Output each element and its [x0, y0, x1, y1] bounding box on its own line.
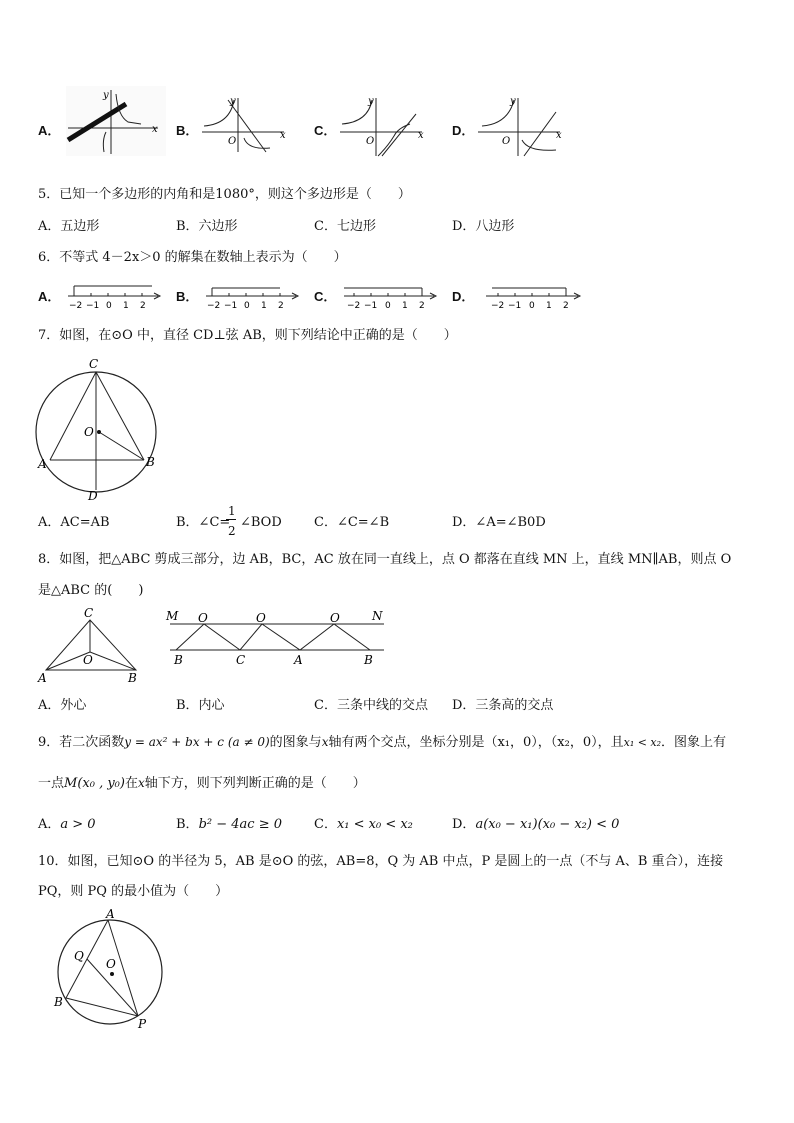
q4-b-y-label: y	[230, 96, 236, 107]
q10-circle-figure	[52, 908, 168, 1032]
q7-label-b: B	[146, 455, 155, 469]
q6-d-tick-0: −2	[491, 301, 505, 311]
q8-line-label-o2: O	[256, 611, 266, 625]
q8-option-c[interactable]: C．三条中线的交点	[314, 698, 428, 713]
q9-stem-line1	[38, 733, 726, 752]
q8-option-a[interactable]: A．外心	[38, 698, 87, 713]
q6-a-tick-1: −1	[86, 301, 100, 311]
q6-option-a-letter[interactable]: A．	[38, 289, 61, 304]
q6-a-tick-3: 1	[123, 301, 129, 311]
q9-stem-line2	[38, 774, 366, 793]
q5-stem: 5．已知一个多边形的内角和是1080°，则这个多边形是（ ）	[38, 187, 411, 202]
q9-stem2-mid: 在	[124, 776, 138, 791]
q9-point-m: M(x₀ , y₀)	[64, 776, 125, 791]
q6-a-tick-2: 0	[106, 301, 112, 311]
q4-option-d-letter[interactable]: D．	[452, 123, 475, 138]
q8-line-label-o3: O	[330, 611, 340, 625]
q10-label-b: B	[54, 995, 63, 1009]
q4-graph-b[interactable]	[200, 94, 290, 154]
q9-stem-prefix: 9．若二次函数	[38, 735, 125, 750]
q6-d-tick-3: 1	[546, 301, 552, 311]
q6-a-tick-4: 2	[140, 301, 146, 311]
q7-option-b-fraction-bar	[226, 519, 236, 520]
q9-quadratic-formula: y = ax² + bx + c (a ≠ 0)	[124, 735, 270, 749]
q9-option-a[interactable]	[38, 816, 96, 834]
q6-d-tick-2: 0	[529, 301, 535, 311]
q10-stem-line2: PQ，则 PQ 的最小值为（ ）	[38, 884, 229, 899]
q8-line-label-a: A	[294, 653, 303, 667]
q9-stem-end: ．图象上有	[661, 735, 727, 750]
q6-b-tick-2: 0	[244, 301, 250, 311]
q4-option-a-letter[interactable]: A．	[38, 123, 61, 138]
q6-b-tick-4: 2	[278, 301, 284, 311]
q9-stem2-post: 轴下方，则下列判断正确的是（ ）	[144, 776, 366, 791]
q9-option-d-letter: D．	[452, 817, 476, 832]
q6-numberline-c[interactable]	[342, 284, 438, 310]
q9-stem2-prefix: 一点	[38, 776, 65, 791]
q9-stem-condition: x₁ < x₂	[623, 736, 662, 749]
q8-line-label-n: N	[372, 609, 383, 623]
q6-a-tick-0: −2	[69, 301, 83, 311]
q5-option-b[interactable]: B．六边形	[176, 219, 238, 234]
q8-triangle-figure	[36, 606, 146, 686]
q6-d-tick-1: −1	[508, 301, 522, 311]
q7-option-d[interactable]: D．∠A=∠B0D	[452, 515, 546, 530]
q4-d-x-label: x	[556, 130, 562, 141]
q6-c-tick-3: 1	[402, 301, 408, 311]
q5-option-d[interactable]: D．八边形	[452, 219, 515, 234]
q8-line-label-c: C	[236, 653, 246, 667]
q7-label-d: D	[88, 489, 98, 503]
q8-tri-label-c: C	[84, 606, 94, 620]
q4-option-c-letter[interactable]: C．	[314, 123, 337, 138]
q6-option-b-letter[interactable]: B．	[176, 289, 199, 304]
q7-label-c: C	[89, 357, 99, 371]
q8-line-figure	[164, 606, 390, 666]
q8-line-label-b2: B	[364, 653, 373, 667]
q4-c-y-label: y	[368, 96, 374, 107]
q4-graph-a[interactable]	[66, 86, 166, 156]
q6-c-tick-4: 2	[419, 301, 425, 311]
q6-c-tick-0: −2	[347, 301, 361, 311]
q5-option-a[interactable]: A．五边形	[38, 219, 100, 234]
q7-option-a[interactable]: A．AC=AB	[38, 515, 110, 530]
q6-numberline-a[interactable]	[66, 284, 162, 310]
q4-b-x-label: x	[280, 130, 286, 141]
q8-stem-line1: 8．如图，把△ABC 剪成三部分，边 AB，BC，AC 放在同一直线上，点 O 都落在直线 MN 上，直线 MN∥AB，则点 O	[38, 552, 732, 567]
q9-option-b[interactable]	[176, 816, 282, 834]
q6-d-tick-4: 2	[563, 301, 569, 311]
q4-a-y-label: y	[103, 90, 109, 101]
q8-option-b[interactable]: B．内心	[176, 698, 225, 713]
q8-tri-label-o: O	[83, 653, 93, 667]
q8-line-label-b1: B	[174, 653, 183, 667]
q4-graph-c[interactable]	[338, 94, 428, 158]
q6-numberline-b[interactable]	[204, 284, 300, 310]
q4-graph-d[interactable]	[476, 94, 566, 158]
q8-line-label-o1: O	[198, 611, 208, 625]
q4-c-x-label: x	[418, 130, 424, 141]
q7-option-b-denominator: 2	[228, 524, 236, 538]
q9-stem2-x: x	[137, 776, 145, 790]
q9-option-a-expr: a > 0	[60, 817, 96, 832]
q7-option-b-numerator: 1	[228, 504, 236, 518]
q7-option-c[interactable]: C．∠C=∠B	[314, 515, 390, 530]
q6-b-tick-1: −1	[224, 301, 238, 311]
q7-option-b-suffix: ∠BOD	[240, 515, 282, 530]
q9-stem-x: x	[321, 735, 329, 749]
q9-option-c[interactable]	[314, 816, 413, 834]
q6-option-d-letter[interactable]: D．	[452, 289, 475, 304]
q9-option-c-expr: x₁ < x₀ < x₂	[336, 817, 413, 832]
q9-option-d-expr: a(x₀ − x₁)(x₀ − x₂) < 0	[475, 817, 620, 832]
q10-label-a: A	[106, 907, 115, 921]
q6-option-c-letter[interactable]: C．	[314, 289, 337, 304]
q10-label-q: Q	[74, 949, 84, 963]
q6-stem: 6．不等式 4－2x＞0 的解集在数轴上表示为（ ）	[38, 250, 347, 265]
q7-circle-figure	[34, 356, 164, 504]
q9-option-a-letter: A．	[38, 817, 61, 832]
q5-option-c[interactable]: C．七边形	[314, 219, 376, 234]
q10-label-p: P	[138, 1017, 147, 1031]
q8-option-d[interactable]: D．三条高的交点	[452, 698, 554, 713]
q8-tri-label-a: A	[38, 671, 47, 685]
q6-b-tick-3: 1	[261, 301, 267, 311]
q4-c-origin-label: O	[366, 136, 375, 147]
q10-stem-line1: 10．如图，已知⊙O 的半径为 5，AB 是⊙O 的弦，AB=8，Q 为 AB 中点，P 是圆上的一点（不与 A、B 重合），连接	[38, 854, 724, 869]
q9-stem-mid: 的图象与	[269, 735, 322, 750]
q8-tri-label-b: B	[128, 671, 137, 685]
q9-option-b-expr: b² − 4ac ≥ 0	[198, 817, 282, 832]
q10-label-o: O	[106, 957, 116, 971]
q4-d-y-label: y	[510, 96, 516, 107]
q4-d-origin-label: O	[502, 136, 511, 147]
q6-b-tick-0: −2	[207, 301, 221, 311]
q6-c-tick-1: −1	[364, 301, 378, 311]
q7-stem: 7．如图，在⊙O 中，直径 CD⊥弦 AB，则下列结论中正确的是（ ）	[38, 328, 457, 343]
q9-stem-post: 轴有两个交点，坐标分别是（x₁，0），（x₂，0），且	[328, 735, 624, 750]
q7-label-o: O	[84, 425, 94, 439]
q6-c-tick-2: 0	[385, 301, 391, 311]
q8-stem-line2: 是△ABC 的( )	[38, 583, 144, 598]
q9-option-c-letter: C．	[314, 817, 337, 832]
q4-a-x-label: x	[152, 124, 158, 135]
q9-option-d[interactable]	[452, 816, 619, 834]
q6-numberline-d[interactable]	[484, 284, 584, 310]
q7-label-a: A	[38, 457, 47, 471]
q4-option-b-letter[interactable]: B．	[176, 123, 199, 138]
q9-option-b-letter: B．	[176, 817, 199, 832]
q8-line-label-m: M	[166, 609, 179, 623]
q4-b-origin-label: O	[228, 136, 237, 147]
q7-option-b-prefix: B．∠C=	[176, 515, 231, 530]
